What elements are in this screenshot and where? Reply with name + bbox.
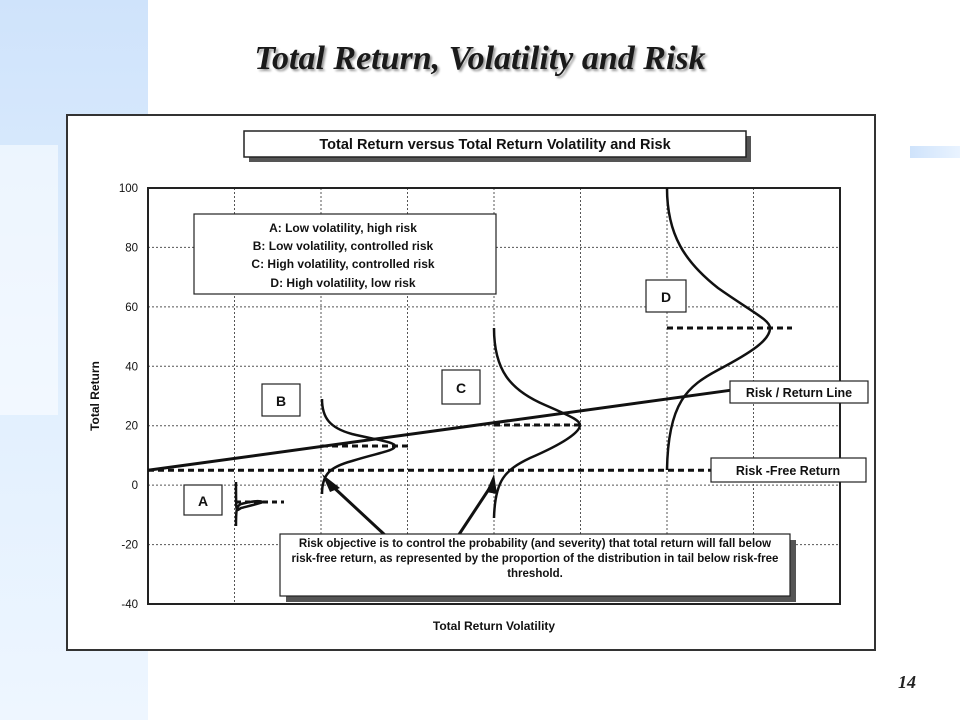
- y-tick-label: 20: [125, 420, 138, 433]
- distribution-a-curve: [236, 482, 263, 526]
- label-b: B: [275, 393, 287, 409]
- legend-item-a: A: Low volatility, high risk: [269, 221, 417, 235]
- y-tick-label: -20: [121, 539, 138, 552]
- arrow-shaft-b: [330, 484, 386, 536]
- label-a: A: [197, 493, 209, 509]
- y-axis-ticks: [119, 183, 138, 611]
- x-axis-label: Total Return Volatility: [432, 619, 556, 633]
- y-tick-label: 40: [125, 361, 138, 374]
- label-c: C: [455, 380, 467, 396]
- chart-title: Total Return versus Total Return Volatility and Risk: [319, 137, 671, 153]
- arrow-shaft-c: [458, 486, 491, 536]
- y-tick-label: 100: [118, 183, 138, 195]
- distribution-c-curve: [494, 328, 580, 518]
- annotation-text: Risk objective is to control the probability (and severity) that total return will fall below risk-free return, as represented by the proportion of the distribution in tail below risk-free threshold.: [291, 538, 779, 580]
- page-number: 14: [898, 672, 916, 692]
- legend-item-d: D: High volatility, low risk: [270, 276, 416, 290]
- risk-return-label: Risk / Return Line: [745, 386, 853, 400]
- y-tick-label: 80: [125, 242, 138, 255]
- y-axis-label: Total Return: [88, 361, 102, 431]
- y-tick-label: 60: [125, 301, 138, 314]
- slide-title: Total Return, Volatility and Risk: [254, 40, 706, 77]
- risk-return-line: [148, 390, 732, 470]
- risk-free-label: Risk -Free Return: [735, 464, 841, 478]
- legend-item-c: C: High volatility, controlled risk: [251, 257, 435, 271]
- label-d: D: [660, 289, 672, 305]
- y-tick-label: -40: [121, 599, 138, 611]
- legend-item-b: B: Low volatility, controlled risk: [252, 239, 434, 253]
- y-tick-label: 0: [131, 480, 138, 493]
